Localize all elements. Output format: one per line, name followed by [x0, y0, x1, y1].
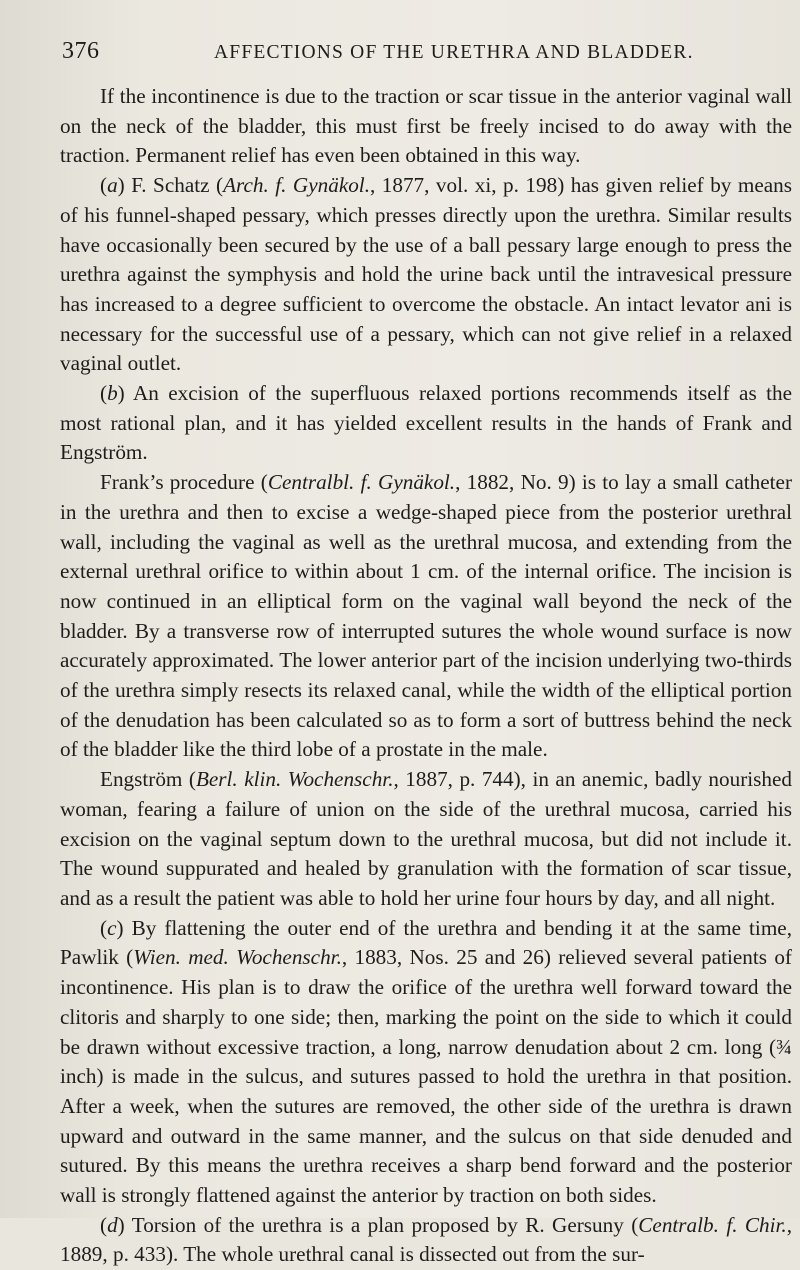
text-run: , 1877, vol. xi, p. 198) has given relief by means of his funnel-shaped pessary, which presses directly upon the urethra. Similar results have occasionally been secured by the use of a ball pessary large enough to press the urethra against the symphysis and hold the urine back until the intravesical pressure has increased to a degree sufficient to overcome the obstacle. An intact levator ani is necessary for the successful use of a pessary, which can not give relief in a relaxed vaginal outlet. — [60, 173, 792, 376]
text-run: ) An excision of the superfluous relaxed portions recommends itself as the most rational plan, and it has yielded excellent results in the hands of Frank and Engström. — [60, 381, 792, 465]
paragraph — [60, 171, 792, 379]
paragraph — [60, 468, 792, 765]
italic-run: c — [107, 915, 117, 940]
text-run: , 1889, p. 433). The whole urethral canal is dissected out from the sur- — [60, 1212, 793, 1267]
text-run: ( — [100, 1212, 108, 1237]
page-number: 376 — [62, 38, 100, 64]
text-run: ( — [100, 381, 108, 406]
text-run: ) Torsion of the urethra is a plan proposed by R. Gersuny ( — [117, 1212, 639, 1237]
page-header — [62, 38, 760, 66]
italic-run: b — [107, 381, 118, 406]
italic-run: d — [107, 1212, 118, 1237]
italic-run: Wien. med. Wochenschr. — [133, 945, 342, 970]
text-run: , 1887, p. 744), in an anemic, badly nourished woman, fearing a failure of union on the side of the urethral mucosa, carried his excision on the vaginal septum down to the urethral mucosa, but did not include it. The wound suppurated and healed by granulation with the formation of scar tissue, and as a result the patient was able to hold her urine four hours by day, and all night. — [60, 767, 792, 910]
running-head: AFFECTIONS OF THE URETHRA AND BLADDER. — [214, 42, 694, 63]
text-run: Engström ( — [100, 767, 196, 792]
text-run: Frank’s procedure ( — [100, 470, 268, 495]
italic-run: Berl. klin. Wochenschr. — [195, 767, 394, 792]
paragraph — [60, 765, 792, 914]
text-run: ) F. Schatz ( — [117, 173, 224, 198]
text-run: , 1882, No. 9) is to lay a small catheter in the urethra and then to excise a wedge-shaped piece from the posterior urethral wall, including the vaginal as well as the urethral mucosa, and extending from the external urethral orifice to within about 1 cm. of the internal orifice. The incision is now continued in an elliptical form on the vaginal wall beyond the neck of the bladder. By a transverse row of interrupted sutures the whole wound surface is now accurately approximated. The lower anterior part of the incision underlying two-thirds of the urethra simply resects its relaxed canal, while the width of the elliptical portion of the denudation has been calculated so as to form a sort of buttress behind the neck of the bladder like the third lobe of a prostate in the male. — [60, 470, 793, 762]
italic-run: a — [107, 173, 118, 198]
paragraph — [60, 82, 792, 171]
italic-run: Centralbl. f. Gynäkol. — [267, 470, 456, 495]
text-run: ) By flattening the outer end of the urethra and bending it at the same time, Pawlik ( — [60, 915, 792, 970]
paragraph — [60, 1211, 792, 1270]
paragraph — [60, 914, 792, 1211]
text-run: , 1883, Nos. 25 and 26) relieved several patients of incontinence. His plan is to draw the orifice of the urethra well forward toward the clitoris and sharply to one side; then, marking the point on the side to which it could be drawn without excessive traction, a long, narrow denudation about 2 cm. long (¾ inch) is made in the sulcus, and sutures passed to hold the urethra in that position. After a week, when the sutures are removed, the other side of the urethra is drawn upward and outward in the same manner, and the sulcus on that side denuded and sutured. By this means the urethra receives a sharp bend forward and the posterior wall is strongly flattened against the anterior by traction on both sides. — [60, 945, 792, 1208]
italic-run: Arch. f. Gynäkol. — [223, 173, 370, 198]
italic-run: Centralb. f. Chir. — [638, 1212, 787, 1237]
text-run: ( — [100, 915, 108, 940]
text-run: ( — [100, 173, 108, 198]
paragraph — [60, 379, 792, 468]
body-text — [60, 82, 792, 1270]
text-run: If the incontinence is due to the traction or scar tissue in the anterior vaginal wall on the neck of the bladder, this must first be freely incised to do away with the traction. Permanent relief has even been obtained in this way. — [60, 84, 792, 168]
